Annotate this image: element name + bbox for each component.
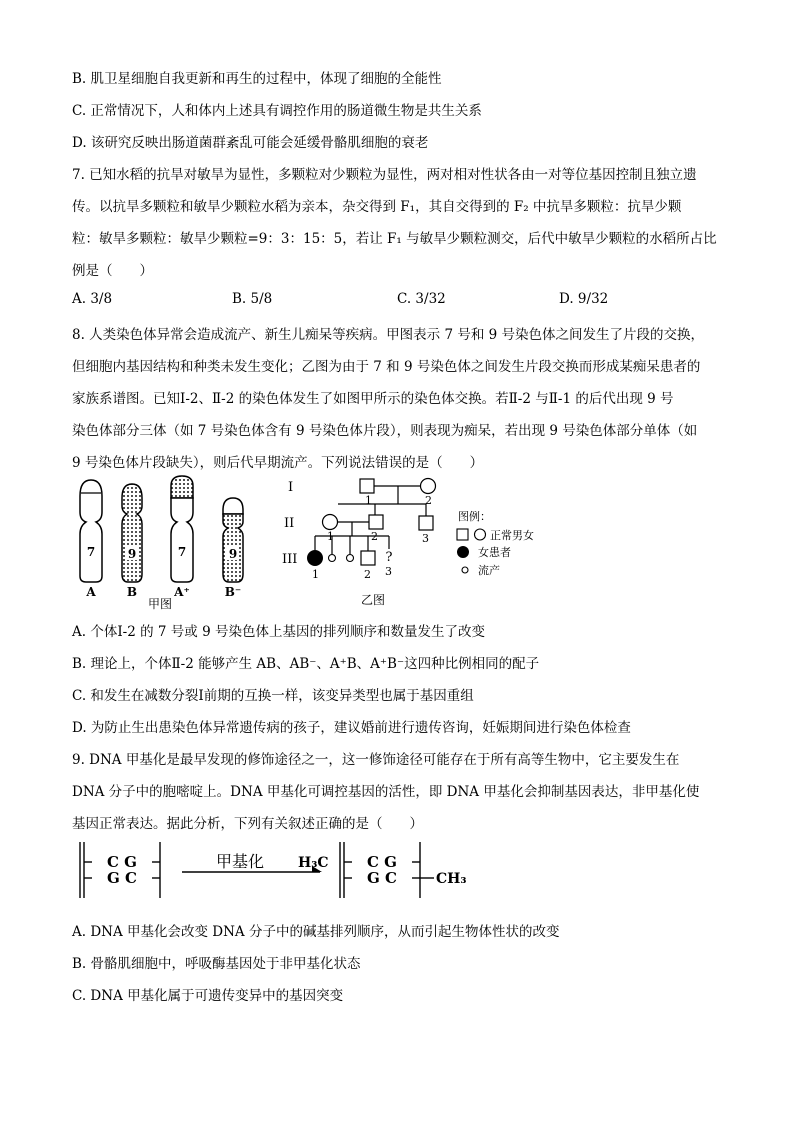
q6-option-b: B. 肌卫星细胞自我更新和再生的过程中，体现了细胞的全能性	[72, 71, 442, 87]
pedigree-i1-male	[360, 479, 374, 493]
q9-stem-line-2: DNA 分子中的胞嘧啶上。DNA 甲基化可调控基因的活性，即 DNA 甲基化会抑制基因表达，非甲基化使	[72, 784, 700, 800]
pedigree-ii1-female	[323, 515, 338, 530]
q8-option-b: B. 理论上，个体Ⅱ-2 能够产生 AB、AB⁻、A⁺B、A⁺B⁻这四种比例相同的配子	[72, 656, 540, 672]
q7-stem-line-4: 例是（ ）	[72, 263, 153, 279]
q8-stem-line-5: 9 号染色体片段缺失），则后代早期流产。下列说法错误的是（ ）	[72, 455, 484, 471]
pedigree-abortion-2	[347, 555, 354, 562]
methylation-arrow-label: 甲基化	[215, 852, 265, 871]
num-iii-3: 3	[385, 565, 392, 578]
h3c-label: H₃C	[298, 855, 329, 871]
q9-option-a: A. DNA 甲基化会改变 DNA 分子中的碱基排列顺序，从而引起生物体性状的改变	[72, 924, 560, 940]
q6-option-d: D. 该研究反映出肠道菌群紊乱可能会延缓骨骼肌细胞的衰老	[72, 135, 429, 151]
q7-stem-line-3: 粒：敏旱多颗粒：敏旱少颗粒=9：3：15：5，若让 F₁ 与敏旱少颗粒测交，后代中敏旱少颗粒的水稻所占比	[72, 231, 717, 247]
num-iii-1: 1	[312, 568, 319, 581]
methylation-figure	[72, 838, 502, 902]
legend-normal: 正常男女	[490, 529, 534, 542]
chromosome-figure	[70, 474, 270, 612]
legend-female-icon	[475, 529, 486, 540]
chromosome-a-plus	[171, 476, 193, 582]
ch3-label: CH₃	[436, 871, 467, 887]
q9-option-b: B. 骨骼肌细胞中，呼吸酶基因处于非甲基化状态	[72, 956, 361, 972]
num-i-2: 2	[425, 494, 432, 507]
dna-right-row1: C G	[367, 853, 397, 871]
dna-right-row2: G C	[367, 869, 397, 887]
pedigree-iii2-male	[361, 551, 375, 565]
q7-option-d: D. 9/32	[559, 291, 609, 307]
q8-option-a: A. 个体Ⅰ-2 的 7 号或 9 号染色体上基因的排列顺序和数量发生了改变	[72, 624, 485, 640]
chromosome-a	[80, 480, 102, 582]
label-a-plus: A⁺	[174, 585, 190, 599]
pedigree-iii3-unknown: ?	[385, 550, 393, 565]
label-a: A	[86, 585, 96, 599]
num-i-1: 1	[365, 494, 372, 507]
pedigree-ii2-male	[369, 515, 383, 529]
legend-male-icon	[457, 529, 468, 540]
q8-stem-line-1: 8. 人类染色体异常会造成流产、新生儿痴呆等疾病。甲图表示 7 号和 9 号染色体之间发生了片段的交换，	[72, 327, 705, 343]
generation-iii: III	[282, 552, 298, 567]
pedigree-iii1-patient	[307, 550, 323, 566]
label-b: B	[126, 585, 138, 599]
q7-stem-line-2: 传。以抗旱多颗粒和敏旱少颗粒水稻为亲本，杂交得到 F₁，其自交得到的 F₂ 中抗旱多颗粒：抗旱少颗	[72, 199, 682, 215]
q7-stem-line-1: 7. 已知水稻的抗旱对敏旱为显性，多颗粒对少颗粒为显性，两对相对性状各由一对等位基因控制且独立遗	[72, 167, 697, 183]
q8-option-c: C. 和发生在减数分裂Ⅰ前期的互换一样，该变异类型也属于基因重组	[72, 688, 474, 704]
legend-patient: 女患者	[478, 546, 511, 559]
fig-yi-caption: 乙图	[360, 593, 386, 607]
legend-abortion-icon	[462, 567, 468, 573]
q6-option-c: C. 正常情况下，人和体内上述具有调控作用的肠道微生物是共生关系	[72, 103, 482, 119]
pedigree-i2-female	[421, 479, 436, 494]
q9-stem-line-3: 基因正常表达。据此分析，下列有关叙述正确的是（ ）	[72, 816, 423, 832]
chromosome-b-minus-number: 9	[228, 547, 238, 561]
q8-stem-line-2: 但细胞内基因结构和种类未发生变化；乙图为由于 7 和 9 号染色体之间发生片段交换而形成某痴呆患者的	[72, 359, 701, 375]
q9-option-c: C. DNA 甲基化属于可遗传变异中的基因突变	[72, 988, 344, 1004]
generation-i: I	[288, 480, 294, 495]
num-ii-1: 1	[327, 530, 334, 543]
chromosome-a-plus-number: 7	[177, 545, 187, 559]
legend-abortion: 流产	[478, 564, 500, 577]
q8-option-d: D. 为防止生出患染色体异常遗传病的孩子，建议婚前进行遗传咨询，妊娠期间进行染色体检查	[72, 720, 631, 736]
q7-option-c: C. 3/32	[397, 291, 446, 307]
pedigree-ii3-male	[419, 516, 433, 530]
q8-stem-line-3: 家族系谱图。已知Ⅰ-2、Ⅱ-2 的染色体发生了如图甲所示的染色体交换。若Ⅱ-2 与Ⅱ-1 的后代出现 9 号	[72, 391, 674, 407]
chromosome-b	[122, 484, 142, 582]
q7-option-a: A. 3/8	[72, 291, 113, 307]
dna-left-row2: G C	[107, 869, 137, 887]
q8-stem-line-4: 染色体部分三体（如 7 号染色体含有 9 号染色体片段），则表现为痴呆，若出现 9 号染色体部分单体（如	[72, 423, 698, 439]
fig-jia-caption: 甲图	[147, 597, 173, 611]
q7-option-b: B. 5/8	[232, 291, 273, 307]
num-ii-3: 3	[422, 532, 429, 545]
dna-left-row1: C G	[107, 853, 137, 871]
pedigree-abortion-1	[329, 555, 336, 562]
legend-patient-icon	[457, 546, 469, 558]
q9-stem-line-1: 9. DNA 甲基化是最早发现的修饰途径之一，这一修饰途径可能存在于所有高等生物中，它主要发生在	[72, 752, 680, 768]
chromosome-a-number: 7	[86, 545, 96, 559]
pedigree-figure	[278, 470, 558, 614]
chromosome-b-minus	[223, 498, 243, 582]
legend-title: 图例：	[458, 510, 491, 523]
chromosome-b-number: 9	[127, 547, 137, 561]
label-b-minus: B⁻	[224, 585, 242, 599]
num-ii-2: 2	[371, 530, 378, 543]
num-iii-2: 2	[364, 568, 371, 581]
generation-ii: II	[284, 516, 295, 531]
